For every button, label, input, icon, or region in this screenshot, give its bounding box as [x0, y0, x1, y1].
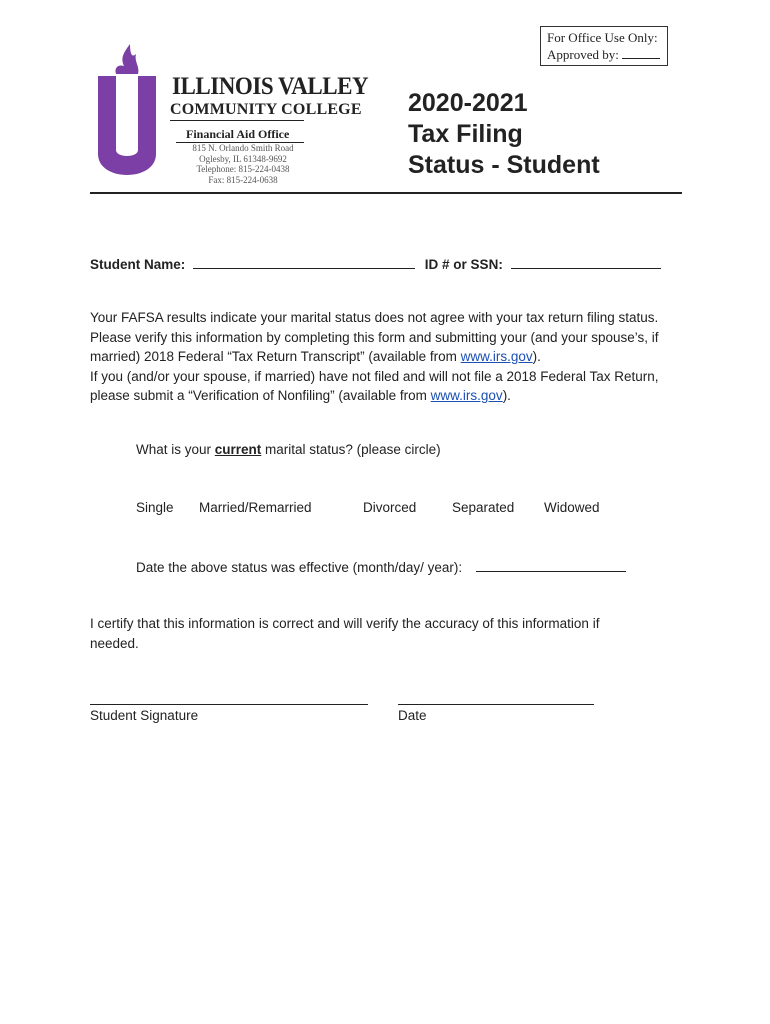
student-name-field[interactable] [193, 254, 415, 269]
date-effective-field[interactable] [476, 557, 626, 572]
instructions-paragraph [90, 308, 690, 406]
student-signature-label: Student Signature [90, 708, 199, 723]
option-divorced[interactable]: Divorced [363, 500, 417, 515]
certification-statement: I certify that this information is correct and will verify the accuracy of this information if needed. [90, 616, 600, 651]
office-address [178, 143, 308, 185]
title-line3: Status - Student [408, 151, 600, 179]
option-widowed[interactable]: Widowed [544, 500, 600, 515]
question-emphasis: current [214, 442, 262, 457]
id-ssn-field[interactable] [511, 254, 661, 269]
student-name-row [90, 254, 661, 272]
address-line: Oglesby, IL 61348-9692 [199, 153, 287, 164]
student-name-label: Student Name: [90, 257, 186, 272]
signature-date-label: Date [398, 708, 427, 723]
approved-by-blank[interactable] [622, 48, 660, 59]
marital-status-question [136, 442, 441, 457]
college-name-line2: COMMUNITY COLLEGE [170, 101, 362, 118]
id-ssn-label: ID # or SSN: [424, 257, 503, 272]
approved-by-label: Approved by: [547, 47, 619, 62]
logo-divider [170, 120, 304, 121]
date-effective-row [136, 557, 626, 575]
header-divider [90, 192, 682, 194]
title-year: 2020-2021 [408, 89, 528, 117]
financial-aid-office-label: Financial Aid Office [186, 127, 290, 141]
college-name-line1: ILLINOIS VALLEY [172, 73, 369, 100]
college-torch-logo-icon [94, 42, 160, 182]
option-married[interactable]: Married/Remarried [199, 500, 312, 515]
irs-link-1[interactable]: www.irs.gov [460, 349, 533, 364]
student-signature-line[interactable] [90, 704, 368, 705]
instructions-text-2: If you (and/or your spouse, if married) have not filed and will not file a 2018 Federal Tax Return, please submit a “Verification of Nonfiling” (available from [90, 368, 659, 403]
address-line: 815 N. Orlando Smith Road [192, 143, 294, 153]
instructions-text-1: Your FAFSA results indicate your marital status does not agree with your tax return filing status. Please verify this information by completing this form and submitting your (and your spouse’s, if married) 2018 Federal “Tax Return Transcript” (available from [90, 310, 659, 364]
option-single[interactable]: Single [136, 500, 174, 515]
date-effective-label: Date the above status was effective (month/day/ year): [136, 560, 463, 575]
date-signature-line[interactable] [398, 704, 594, 705]
question-pre: What is your [136, 442, 215, 457]
approved-by-row [547, 46, 661, 63]
form-title [408, 88, 600, 181]
office-use-label: For Office Use Only: [547, 30, 658, 45]
option-separated[interactable]: Separated [452, 500, 515, 515]
instructions-text-1-end: ). [532, 349, 541, 364]
address-line: Fax: 815-224-0638 [208, 174, 278, 185]
title-line2: Tax Filing [408, 120, 523, 148]
office-use-box [540, 26, 668, 66]
address-line: Telephone: 815-224-0438 [196, 164, 290, 174]
question-post: marital status? (please circle) [261, 442, 441, 457]
instructions-text-2-end: ). [502, 388, 511, 403]
irs-link-2[interactable]: www.irs.gov [430, 388, 503, 403]
